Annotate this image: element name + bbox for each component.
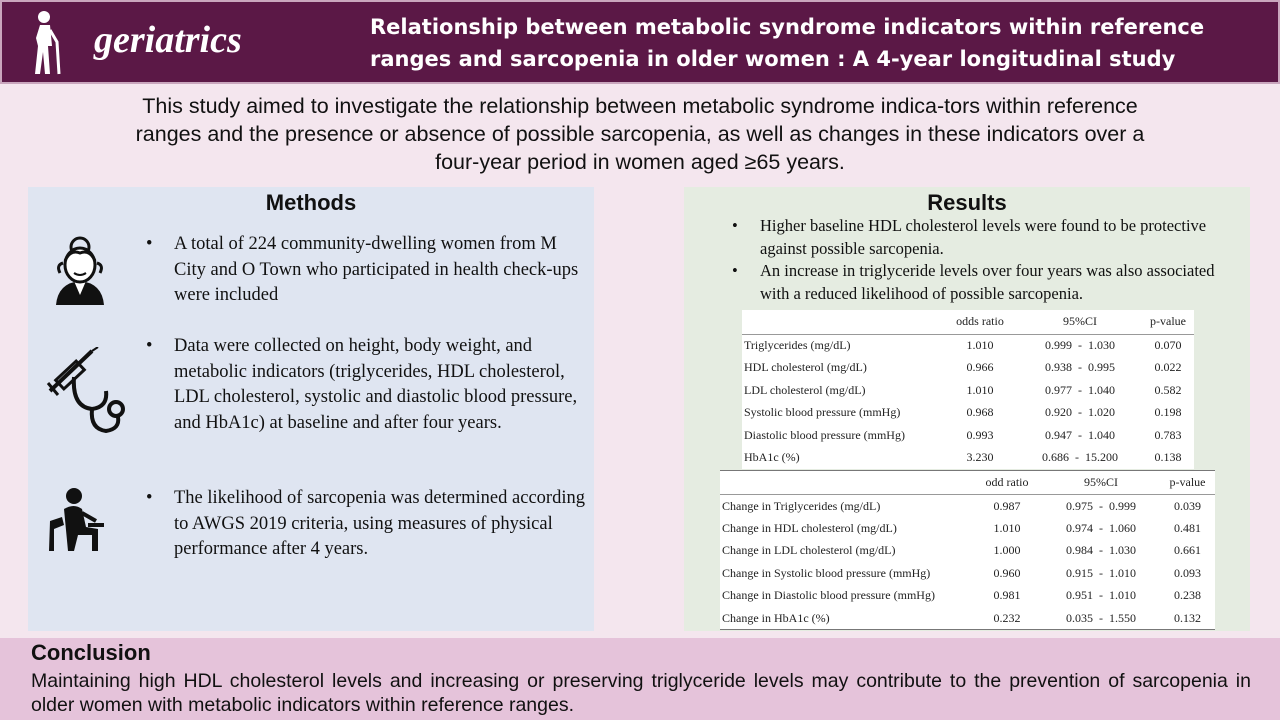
p-value: 0.661	[1174, 543, 1201, 558]
ci-separator: -	[1078, 427, 1082, 442]
ci-lower: 0.974	[1066, 520, 1093, 535]
ci-separator: -	[1075, 450, 1079, 465]
bullet: •	[146, 488, 153, 508]
bullet: •	[732, 261, 738, 280]
ci-upper: 1.020	[1088, 405, 1115, 420]
bullet: •	[146, 336, 153, 356]
ci-separator: -	[1078, 382, 1082, 397]
ci-upper: 1.060	[1109, 520, 1136, 535]
table-row	[720, 562, 1215, 585]
ci-lower: 0.920	[1045, 405, 1072, 420]
methods-item-text: A total of 224 community-dwelling women from M City and O Town who participated in health check-ups were included	[174, 234, 579, 305]
odds-ratio: 3.230	[966, 450, 994, 465]
ci-separator: -	[1099, 543, 1103, 558]
study-aim: This study aimed to investigate the relationship between metabolic syndrome indica-tors within reference ranges and the presence or absence of possible sarcopenia, as well as changes in these indicators over a four-year period in women aged ≥65 years.	[135, 94, 1145, 174]
ci-lower: 0.947	[1045, 427, 1072, 442]
p-value: 0.093	[1174, 565, 1201, 580]
ci-lower: 0.915	[1066, 565, 1093, 580]
confidence-interval	[1018, 334, 1142, 357]
ci-lower: 0.975	[1066, 498, 1093, 513]
odds-ratio: 1.010	[966, 338, 994, 352]
p-value: 0.039	[1174, 498, 1201, 513]
ci-separator: -	[1078, 338, 1082, 352]
row-label: HbA1c (%)	[744, 450, 800, 465]
confidence-interval	[1042, 540, 1160, 563]
methods-panel	[28, 187, 594, 631]
walking-elder-icon	[24, 8, 68, 78]
table-row	[720, 585, 1215, 608]
table-header-cell	[720, 471, 972, 495]
table-row	[742, 402, 1194, 425]
ci-upper: 1.040	[1088, 427, 1115, 442]
table-row	[742, 357, 1194, 380]
change-odds-table	[720, 470, 1215, 630]
row-label: Change in HbA1c (%)	[720, 607, 972, 630]
header-banner	[0, 0, 1280, 84]
results-heading: Results	[927, 190, 1007, 215]
conclusion-heading: Conclusion	[31, 640, 151, 665]
row-label: Systolic blood pressure (mmHg)	[744, 405, 901, 420]
row-label: HDL cholesterol (mg/dL)	[744, 360, 867, 375]
ci-lower: 0.984	[1066, 543, 1093, 558]
ci-lower: 0.951	[1066, 588, 1093, 603]
p-value: 0.022	[1154, 360, 1182, 375]
row-label: LDL cholesterol (mg/dL)	[744, 382, 866, 397]
p-value: 0.783	[1154, 427, 1182, 442]
ci-lower: 0.686	[1042, 450, 1069, 465]
confidence-interval	[1018, 424, 1142, 447]
odds-ratio: 0.966	[966, 360, 994, 375]
p-value: 0.070	[1154, 338, 1182, 352]
odds-ratio: 0.981	[993, 588, 1021, 603]
table-row	[742, 334, 1194, 357]
ci-upper: 1.010	[1109, 588, 1136, 603]
results-item-triglyceride	[732, 260, 1242, 305]
methods-item-participants	[146, 232, 586, 309]
results-item-text: An increase in triglyceride levels over four years was also associated with a reduced likelihood of possible sarcopenia.	[760, 261, 1215, 303]
odds-ratio: 0.987	[993, 498, 1021, 513]
p-value: 0.138	[1154, 450, 1182, 465]
ci-separator: -	[1099, 565, 1103, 580]
table-header-cell	[742, 310, 942, 334]
p-value: 0.582	[1154, 382, 1182, 397]
p-value: 0.481	[1174, 520, 1201, 535]
methods-item-text: Data were collected on height, body weight, and metabolic indicators (triglycerides, HDL cholesterol, LDL cholesterol, systolic and diastolic blood pressure, and HbA1c) at baseline and after four years.	[174, 336, 578, 433]
results-item-text: Higher baseline HDL cholesterol levels were found to be protective against possible sarcopenia.	[760, 216, 1207, 258]
confidence-interval	[1042, 562, 1160, 585]
ci-lower: 0.999	[1045, 338, 1072, 352]
row-label: Change in LDL cholesterol (mg/dL)	[722, 543, 896, 558]
row-label: Diastolic blood pressure (mmHg)	[744, 427, 905, 442]
table-header-cell: odd ratio	[972, 471, 1042, 495]
baseline-odds-table	[742, 310, 1194, 469]
methods-item-sarcopenia	[146, 486, 586, 563]
confidence-interval	[1018, 447, 1142, 470]
ci-lower: 0.977	[1045, 382, 1072, 397]
ci-lower: 0.035	[1066, 610, 1093, 625]
ci-upper: 1.030	[1109, 543, 1136, 558]
odds-ratio: 0.960	[993, 565, 1021, 580]
confidence-interval	[1042, 607, 1160, 630]
table-row	[742, 424, 1194, 447]
ci-upper: 1.550	[1109, 610, 1136, 625]
odds-ratio: 1.010	[993, 520, 1021, 535]
ci-separator: -	[1099, 520, 1103, 535]
p-value: 0.238	[1174, 588, 1201, 603]
ci-separator: -	[1099, 610, 1103, 625]
ci-upper: 0.995	[1088, 360, 1115, 375]
ci-separator: -	[1078, 360, 1082, 375]
table-row	[720, 517, 1215, 540]
table-header-cell: 95%CI	[1018, 310, 1142, 334]
row-label: Triglycerides (mg/dL)	[744, 338, 851, 352]
ci-lower: 0.938	[1045, 360, 1072, 375]
confidence-interval	[1018, 357, 1142, 380]
ci-separator: -	[1099, 498, 1103, 513]
ci-separator: -	[1099, 588, 1103, 603]
table-header-cell: odds ratio	[942, 310, 1018, 334]
ci-upper: 1.010	[1109, 565, 1136, 580]
ci-upper: 0.999	[1109, 498, 1136, 513]
table-row	[742, 379, 1194, 402]
row-label: Change in Triglycerides (mg/dL)	[722, 498, 881, 513]
p-value: 0.132	[1160, 607, 1215, 630]
confidence-interval	[1042, 517, 1160, 540]
bullet: •	[146, 234, 153, 254]
table-header-row	[742, 310, 1194, 334]
table-row	[720, 495, 1215, 518]
odds-ratio: 0.968	[966, 405, 994, 420]
methods-item-text: The likelihood of sarcopenia was determined according to AWGS 2019 criteria, using measures of physical performance after 4 years.	[174, 488, 585, 559]
confidence-interval	[1018, 379, 1142, 402]
ci-upper: 1.040	[1088, 382, 1115, 397]
table-row	[720, 607, 1215, 630]
odds-ratio: 1.010	[966, 382, 994, 397]
confidence-interval	[1018, 402, 1142, 425]
row-label: Change in Diastolic blood pressure (mmHg)	[722, 588, 935, 603]
table-header-cell: 95%CI	[1042, 471, 1160, 495]
table-header-cell: p-value	[1142, 310, 1194, 334]
table-header-cell: p-value	[1160, 471, 1215, 495]
bullet: •	[732, 216, 738, 235]
syringe-stethoscope-icon	[46, 347, 128, 435]
row-label: Change in Systolic blood pressure (mmHg)	[722, 565, 931, 580]
methods-item-data-collection	[146, 334, 586, 436]
table-header-row	[720, 471, 1215, 495]
ci-separator: -	[1078, 405, 1082, 420]
conclusion-panel	[0, 638, 1280, 720]
journal-name: geriatrics	[94, 19, 242, 61]
results-item-hdl	[732, 215, 1242, 260]
methods-heading: Methods	[265, 190, 357, 215]
table-row	[720, 540, 1215, 563]
table-row	[742, 447, 1194, 470]
row-label: Change in HDL cholesterol (mg/dL)	[722, 520, 897, 535]
elderly-woman-icon	[46, 235, 114, 305]
page-title: Relationship between metabolic syndrome indicators within reference ranges and sarcopenia in older women : A 4-year longitudinal study	[370, 15, 1205, 71]
confidence-interval	[1042, 495, 1160, 518]
p-value: 0.198	[1154, 405, 1182, 420]
odds-ratio: 0.993	[966, 427, 994, 442]
ci-upper: 15.200	[1085, 450, 1118, 465]
odds-ratio: 0.232	[972, 607, 1042, 630]
ci-upper: 1.030	[1088, 338, 1115, 352]
odds-ratio: 1.000	[993, 543, 1021, 558]
conclusion-text: Maintaining high HDL cholesterol levels and increasing or preserving triglyceride levels may contribute to the prevention of sarcopenia in older women with metabolic indicators within reference ranges.	[31, 670, 1251, 716]
confidence-interval	[1042, 585, 1160, 608]
seated-person-icon	[46, 487, 106, 553]
